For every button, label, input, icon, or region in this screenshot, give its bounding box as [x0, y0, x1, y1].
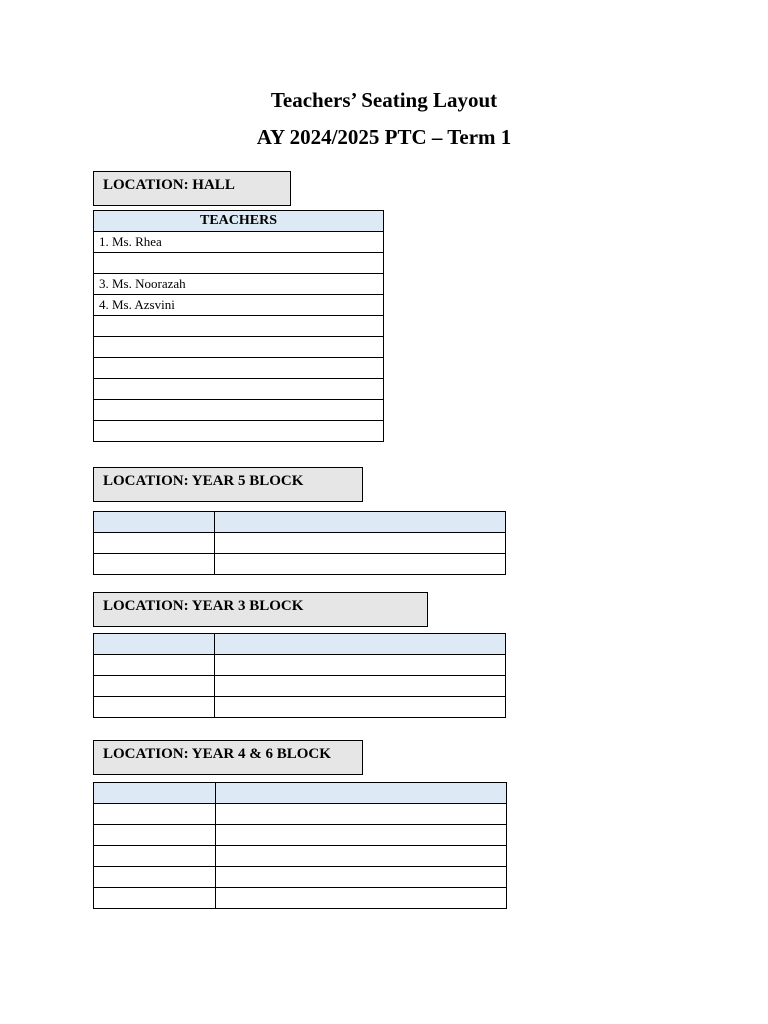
table-header-row	[94, 783, 507, 804]
year3-table	[93, 633, 506, 718]
table-cell	[216, 825, 507, 846]
table-cell	[215, 676, 506, 697]
table-row	[94, 804, 507, 825]
location-label-year3: LOCATION: YEAR 3 BLOCK	[93, 592, 428, 627]
header-cell	[94, 783, 216, 804]
table-row	[94, 358, 384, 379]
table-row	[94, 846, 507, 867]
teacher-cell	[94, 379, 384, 400]
table-row	[94, 232, 384, 253]
location-label-year4-6: LOCATION: YEAR 4 & 6 BLOCK	[93, 740, 363, 775]
table-row	[94, 274, 384, 295]
table-cell	[94, 676, 215, 697]
teacher-cell: 3. Ms. Noorazah	[94, 274, 384, 295]
table-cell	[215, 533, 506, 554]
table-row	[94, 421, 384, 442]
table-row	[94, 379, 384, 400]
header-cell	[216, 783, 507, 804]
table-row	[94, 554, 506, 575]
table-cell	[216, 804, 507, 825]
table-row	[94, 337, 384, 358]
table-header-row	[94, 634, 506, 655]
table-row	[94, 533, 506, 554]
table-cell	[94, 867, 216, 888]
header-cell	[94, 512, 215, 533]
location-label-hall: LOCATION: HALL	[93, 171, 291, 206]
table-cell	[94, 655, 215, 676]
table-cell	[215, 655, 506, 676]
teacher-cell	[94, 316, 384, 337]
year5-table	[93, 511, 506, 575]
table-cell	[216, 867, 507, 888]
table-cell	[94, 888, 216, 909]
table-cell	[94, 825, 216, 846]
table-row	[94, 825, 507, 846]
table-cell	[215, 697, 506, 718]
document-title: Teachers’ Seating Layout	[270, 88, 498, 112]
teacher-cell	[94, 400, 384, 421]
table-cell	[94, 697, 215, 718]
table-row	[94, 253, 384, 274]
table-cell	[94, 804, 216, 825]
teacher-cell: 4. Ms. Azsvini	[94, 295, 384, 316]
table-cell	[94, 533, 215, 554]
teachers-header: TEACHERS	[94, 211, 384, 232]
table-row	[94, 655, 506, 676]
teacher-cell	[94, 337, 384, 358]
document-subtitle: AY 2024/2025 PTC – Term 1	[256, 125, 512, 149]
teacher-cell	[94, 358, 384, 379]
teacher-cell: 1. Ms. Rhea	[94, 232, 384, 253]
table-row	[94, 888, 507, 909]
header-cell	[215, 634, 506, 655]
table-row	[94, 316, 384, 337]
header-cell	[215, 512, 506, 533]
table-row	[94, 867, 507, 888]
table-row	[94, 295, 384, 316]
header-cell	[94, 634, 215, 655]
teacher-cell	[94, 253, 384, 274]
table-cell	[216, 888, 507, 909]
table-row	[94, 400, 384, 421]
table-cell	[94, 846, 216, 867]
hall-teachers-table	[93, 210, 384, 442]
table-cell	[216, 846, 507, 867]
location-label-year5: LOCATION: YEAR 5 BLOCK	[93, 467, 363, 502]
table-cell	[94, 554, 215, 575]
teacher-cell	[94, 421, 384, 442]
table-header-row	[94, 211, 384, 232]
year4-6-table	[93, 782, 507, 909]
table-row	[94, 676, 506, 697]
table-row	[94, 697, 506, 718]
table-cell	[215, 554, 506, 575]
table-header-row	[94, 512, 506, 533]
